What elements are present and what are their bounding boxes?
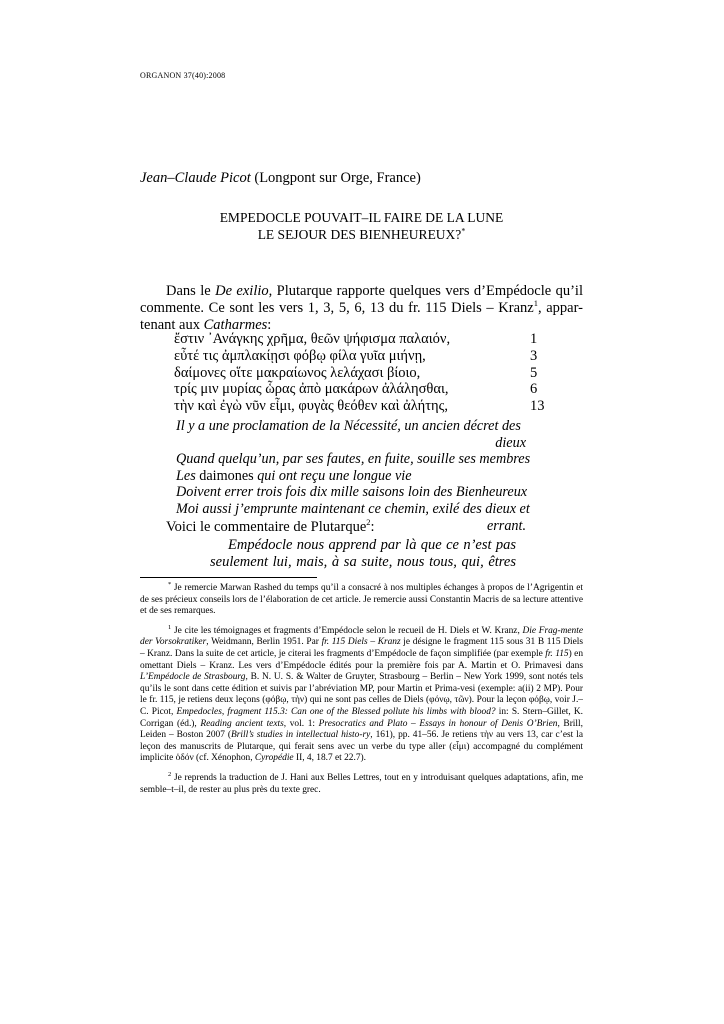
footnote-mark: 2 <box>168 770 172 778</box>
article-title <box>140 210 583 243</box>
plutarch-quote <box>210 537 516 571</box>
footnote-ref-2[interactable]: 2 <box>366 517 371 528</box>
footnote-text: ) en omettant Diels – Kranz. Les vers d’Empédocle édités pour la première fois par A. Martin et O. Primavesi dans <box>140 648 584 671</box>
footnote-text: , B. N. U. S. & Walter de Gruyter, Strasbourg – Berlin – New York 1999, sont notés tels qu’ils le sont dans cette édition et suivis par l’abréviation MP, pour Martin et Prima-vesi (exemple: a(ii) 2 MP). Pour le fr. 115, je retiens deux leçons (φόβῳ, τὴν) qui ne sont pas celles de Diels (φόνῳ, τῶν). Pour la leçon φόβῳ, voir J.–C. Picot, <box>140 672 584 717</box>
verse-text: ἔστιν ᾽Ανάγκης χρῆμα, θεῶν ψήφισμα παλαιόν, <box>174 331 451 347</box>
translation-line: errant. <box>486 517 526 534</box>
verse-line <box>174 348 554 365</box>
translation-line: Il y a une proclamation de la Nécessité, un ancien décret des <box>176 418 521 434</box>
title-footnote-mark[interactable]: * <box>461 226 466 235</box>
intro-text-2: , Plutarque rapporte quelques vers d’Empédocle qu’il commente. Ce sont les vers 1, 3, 5, 6, 13 du fr. 115 Diels – Kranz <box>140 283 583 317</box>
footnote-text: , Weidmann, Berlin 1951. Par <box>206 637 322 648</box>
running-head: ORGANON 37(40):2008 <box>140 71 226 80</box>
intro-paragraph <box>140 283 583 335</box>
footnote-text: in: S. Stern–Gillet, K. Corrigan (éd.), <box>140 706 583 729</box>
verse-number: 3 <box>530 347 538 364</box>
footnote-text: , Brill, Leiden – Boston 2007 ( <box>140 718 583 741</box>
commentary-intro-text: Voici le commentaire de Plutarque <box>166 519 367 535</box>
footnote-text: , vol. 1: <box>283 718 319 729</box>
footnote-1 <box>140 623 584 765</box>
translation-fragment: qui ont reçu une longue vie <box>253 467 412 484</box>
footnote-text: , 161), pp. 41–56. Je retiens τὴν au vers 13, car c’est la leçon des manuscrits de Plutarque, qui ferait sens avec un verbe du type aller (εἶμι) accompagné du complément implicite ὁδόν (cf. Xénophon, <box>140 730 583 764</box>
verse-line <box>174 381 554 398</box>
footnote-work-title: L’Empédocle de Strasbourg <box>140 672 246 683</box>
title-line-2-text: LE SEJOUR DES BIENHEUREUX? <box>257 226 462 242</box>
verse-text: τὴν καὶ ἐγὼ νῦν εἶμι, φυγὰς θεόθεν καὶ ἀλήτης, <box>174 398 448 415</box>
translation-term-daimones: daimones <box>199 467 254 484</box>
footnote-mark: 1 <box>168 623 172 631</box>
verse-number: 1 <box>530 331 538 347</box>
verse-number: 6 <box>530 381 538 398</box>
footnote-mark: * <box>168 580 172 588</box>
footnotes <box>140 580 584 804</box>
translation-line: Moi aussi j’emprunte maintenant ce chemin, exilé des dieux et <box>176 500 530 517</box>
footnote-work-title: fr. 115 Diels – Kranz <box>321 637 401 648</box>
footnote-work-title: Die Frag-mente der Vorsokratiker <box>140 625 583 648</box>
footnote-star <box>140 580 583 618</box>
quote-line: Empédocle nous apprend par là que ce n’est pas <box>228 537 516 553</box>
author-name: Jean–Claude Picot <box>140 170 251 186</box>
footnote-work-title: Empedocles, fragment 115.3: Can one of the Blessed pollute his limbs with blood? <box>176 706 496 717</box>
intro-text-3: , appar-tenant aux <box>140 300 583 334</box>
verse-line <box>174 398 554 415</box>
quote-line: seulement lui, mais, à sa suite, nous tous, qui, êtres <box>210 553 516 570</box>
verse-line <box>174 365 554 382</box>
footnote-separator <box>140 577 317 578</box>
footnote-text: Je remercie Marwan Rashed du temps qu’il a consacré à nos multiples échanges à propos de l’Agrigentin et de ses précieux conseils lors de l’élaboration de cet article. Je remercie aussi Constantin Macris de sa lecture attentive et de ses remarques. <box>140 583 583 617</box>
footnote-work-title: fr. 115 <box>545 648 569 659</box>
footnote-text: je désigne le fragment 115 sous 31 B 115 Diels – Kranz. Dans la suite de cet article, je citerai les fragments d’Empédocle de façon simplifiée (par exemple <box>140 637 583 659</box>
footnote-work-title: Cyropédie <box>254 753 294 764</box>
work-title-catharmes: Catharmes <box>203 317 268 334</box>
title-line-1: EMPEDOCLE POUVAIT–IL FAIRE DE LA LUNE <box>219 210 504 225</box>
footnote-work-title: Reading ancient texts <box>200 718 284 729</box>
greek-verses <box>174 331 554 415</box>
footnote-text: Je reprends la traduction de J. Hani aux Belles Lettres, tout en y introduisant quelques adaptations, afin, me semble–t–il, de rester au plus près du texte grec. <box>140 772 583 795</box>
translation-fragment: Les <box>176 467 200 484</box>
french-translation <box>176 418 531 534</box>
intro-text <box>140 283 583 335</box>
footnote-ref-1[interactable]: 1 <box>533 298 538 309</box>
translation-line: Doivent errer trois fois dix mille saisons loin des Bienheureux <box>176 484 528 501</box>
author-affiliation: (Longpont sur Orge, France) <box>254 170 421 186</box>
translation-line: dieux <box>495 434 526 451</box>
intro-text-4: : <box>267 317 272 334</box>
work-title-de-exilio: De exilio <box>215 283 269 299</box>
verse-line <box>174 331 554 348</box>
commentary-intro-tail: : <box>370 519 375 535</box>
author-line <box>140 170 421 187</box>
footnote-work-title: Brill’s studies in intellectual histo-ry <box>231 730 371 741</box>
footnote-2 <box>140 770 583 796</box>
verse-text: τρίς μιν μυρίας ὧρας ἀπὸ μακάρων ἀλάλησθαι, <box>174 381 449 398</box>
intro-text-1: Dans le <box>166 283 216 299</box>
commentary-intro <box>166 519 375 536</box>
verse-text: εὖτέ τις ἀμπλακίῃσι φόβῳ φίλα γυῖα μιήνῃ, <box>174 347 426 364</box>
verse-text: δαίμονες οἵτε μακραίωνος λελάχασι βίοιο, <box>174 364 421 381</box>
footnote-work-title: Presocratics and Plato – Essays in honour of Denis O’Brien <box>318 718 558 729</box>
footnote-text: Je cite les témoignages et fragments d’Empédocle selon le recueil de H. Diels et W. Kranz, <box>171 625 523 636</box>
verse-number: 5 <box>530 364 538 381</box>
verse-number: 13 <box>530 398 545 415</box>
title-line-2 <box>140 227 583 244</box>
footnote-text: II, 4, 18.7 et 22.7). <box>293 753 366 764</box>
translation-line <box>176 468 526 485</box>
translation-line: Quand quelqu’un, par ses fautes, en fuite, souille ses membres <box>176 451 531 468</box>
